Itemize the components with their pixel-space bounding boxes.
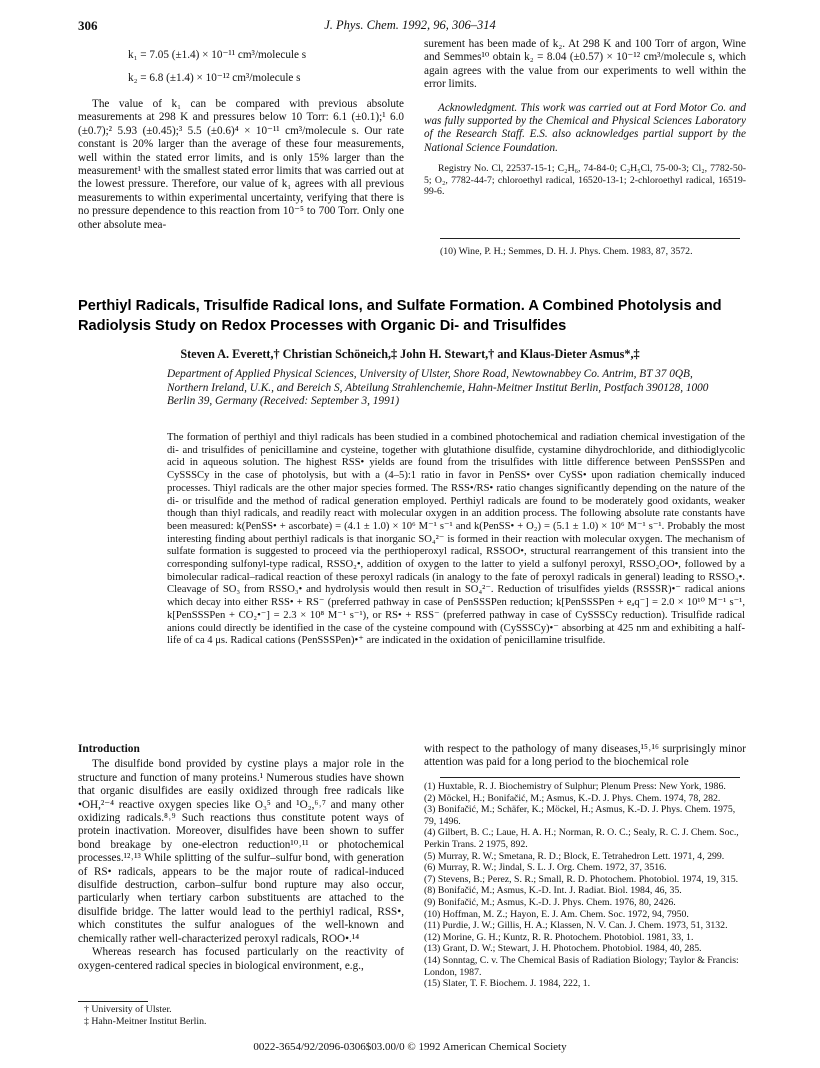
- journal-header: J. Phys. Chem. 1992, 96, 306–314: [324, 18, 496, 32]
- reference-item: (14) Sonntag, C. v. The Chemical Basis of Radiation Biology; Taylor & Francis: London, 1987.: [424, 954, 739, 978]
- reference-item: (12) Morine, G. H.; Kuntz, R. R. Photochem. Photobiol. 1981, 33, 1.: [424, 931, 694, 943]
- introduction-right-paragraph: with respect to the pathology of many diseases,¹⁵˒¹⁶ surprisingly minor attention was paid for a long period to the biochemical role: [424, 743, 746, 769]
- reference-item: (9) Bonifačić, M.; Asmus, K.-D. J. Phys. Chem. 1976, 80, 2426.: [424, 896, 676, 908]
- authors: Steven A. Everett,† Christian Schöneich,‡ John H. Stewart,† and Klaus-Dieter Asmus*,‡: [180, 347, 640, 361]
- reference-item: (1) Huxtable, R. J. Biochemistry of Sulphur; Plenum Press: New York, 1986.: [424, 781, 726, 792]
- reference-item: (3) Bonifačić, M.; Schäfer, K.; Möckel, H.; Asmus, K.-D. J. Phys. Chem. 1975, 79, 1496.: [424, 804, 736, 827]
- reference-item: (4) Gilbert, B. C.; Laue, H. A. H.; Norman, R. O. C.; Sealy, R. C. J. Chem. Soc., Perkin Trans. 2 1975, 892.: [424, 827, 739, 850]
- reference-item: (8) Bonifačić, M.; Asmus, K.-D. Int. J. Radiat. Biol. 1984, 46, 35.: [424, 885, 682, 897]
- reference-item: (6) Murray, R. W.; Jindal, S. L. J. Org. Chem. 1972, 37, 3516.: [424, 862, 667, 874]
- reference-item: (13) Grant, D. W.; Stewart, J. H. Photochem. Photobiol. 1984, 40, 285.: [424, 943, 702, 955]
- introduction-heading: Introduction: [78, 743, 140, 755]
- affiliation: Department of Applied Physical Sciences, University of Ulster, Shore Road, Newtownabbey Co. Antrim, BT 37 0QB, Northern Ireland, U.K., and Bereich S, Abteilung Strahlenchemie, Hahn-Meitner Institut Berlin, Postfach 390128, 1000 Berlin 39, Germany (Received: September 3, 1991): [167, 368, 709, 408]
- reference-item: (7) Stevens, B.; Perez, S. R.; Small, R. D. Photochem. Photobiol. 1974, 19, 315.: [424, 873, 739, 885]
- reference-divider: [440, 238, 740, 239]
- equation-k2: k₂ = 6.8 (±1.4) × 10⁻¹² cm³/molecule s: [128, 72, 301, 84]
- references-divider: [440, 777, 740, 778]
- abstract: The formation of perthiyl and thiyl radicals has been studied in a combined photochemical and radiation chemical investigation of the di- and trisulfides of penicillamine and cysteine, together with glutathione disulfide, cystamine dihydrochloride, and dithiodiglycolic acid in aqueous solution. The highest RSS• yields are found from the trisulfides with little difference between PenSSSPen and CySSSCy in the case of photolysis, but with a (4–5):1 ratio in favor in PenSS• over CySS• upon radiation chemically induced processes. Thiyl radicals are the other major species formed. The RSS•/RS• ratio changes significantly depending on the nature of the di- or trisulfide and the method of radical generation employed. Perthiyl radicals are found to be moderately good oxidants, weaker though than thiyl radicals, and readily react with molecular oxygen in an addition process. The following absolute rate constants have been measured: k(PenSS• + ascorbate) = (4.1 ± 1.0) × 10⁶ M⁻¹ s⁻¹ and k(PenSS• + O₂) = (5.1 ± 1.0) × 10⁶ M⁻¹ s⁻¹. Probably the most interesting finding about perthiyl radicals is that inorganic SO₄²⁻ is formed in their reaction with molecular oxygen. The mechanism of sulfate formation is suggested to proceed via the perthioperoxyl radical, RSSOO•, structural rearrangement of this transient into the corresponding sulfonyl-type radical, RSSO₂•, addition of oxygen to the latter to yield a sulfonyl peroxyl, RSSO₂OO•, followed by a bimolecular radical–radical reaction of these peroxyl radicals (in analogy to the fate of peroxyl radicals in general) leading to RSSO₃•. Cleavage of SO₃ from RSSO₃• and hydrolysis would then result in SO₄²⁻. Reduction of trisulfides yields (RSSSR)•⁻ radical anions which decay into either RSS• + RS⁻ (preferred pathway in case of PenSSSPen reduction; k[PenSSSPen + eₐq⁻] = 2.0 × 10¹⁰ M⁻¹ s⁻¹, k[PenSSSPen + CO₂•⁻] = 2.3 × 10⁸ M⁻¹ s⁻¹), or RS• + RSS⁻ (preferred pathway in case of CySSSCy reduction). Trisulfide radical anions could directly be identified in the case of the cysteine compound with (CySSSCy)•⁻ absorbing at 425 nm and exhibiting a half-life of ca 4 μs. Radical cations (PenSSSPen)•⁺ are indicated in the oxidation of penicillamine trisulfide.: [167, 432, 745, 647]
- footnote-ulster: † University of Ulster.: [84, 1004, 172, 1015]
- paragraph-rate-comparison: The value of k₁ can be compared with previous absolute measurements at 298 K and pressures below 10 Torr: 6.1 (±0.1);¹ 6.0 (±0.7);² 5.93 (±0.45);³ 5.5 (±0.6)⁴ × 10⁻¹¹ cm³/molecule s. Our rate constant is 20% larger than the average of these four measurements, well within the stated error limits, and is only 15% larger than the measurement¹ with the smallest stated error limits that was carried out at the lowest pressure. Therefore, our value of k₁ agrees with all previous measurements to within experimental uncertainty, verifying that there is no pressure dependence to this reaction from 10⁻⁵ to 700 Torr. Only one other absolute mea-: [78, 98, 404, 231]
- references-list: [424, 781, 746, 990]
- reference-item: (11) Purdie, J. W.; Gillis, H. A.; Klassen, N. V. Can. J. Chem. 1973, 51, 3132.: [424, 920, 728, 932]
- reference-10-top: (10) Wine, P. H.; Semmes, D. H. J. Phys. Chem. 1983, 87, 3572.: [440, 246, 693, 257]
- footnote-divider: [78, 1001, 148, 1002]
- registry-numbers: Registry No. Cl, 22537-15-1; C₂H₆, 74-84-0; C₂H₅Cl, 75-00-3; Cl₂, 7782-50-5; O₂, 7782-44-7; chloroethyl radical, 16520-13-1; 2-chloroethyl radical, 16519-99-6.: [424, 163, 746, 198]
- introduction-paragraph-1: The disulfide bond provided by cystine plays a major role in the structure and function of many proteins.¹ Numerous studies have shown that organic disulfides are easily oxidized through free radicals like •OH,²⁻⁴ reactive oxygen species like O₃⁵ and ¹O₂,⁶˒⁷ and many other oxidizing radicals.⁸˒⁹ Such reactions thus constitute potent ways of protein inactivation. Moreover, disulfides have been shown to suffer bond breakage by one-electron reduction¹⁰˒¹¹ or photochemical processes.¹²˒¹³ While splitting of the sulfur–sulfur bond, with generation of RS• radicals, appears to be the major route of radical-induced disulfide destruction, carbon–sulfur bond rupture may also occur, particularly when tertiary carbon substituents are attached to the disulfide bridge. The latter would lead to the perthiyl radical, RSS•, which constitutes the sulfur analogues of the well-known and chemically rather well-characterized peroxyl radicals, ROO•.¹⁴: [78, 758, 404, 945]
- acknowledgment: Acknowledgment. This work was carried out at Ford Motor Co. and was fully supported by the Chemical and Physical Sciences Laboratory of the Research Staff. E.S. also acknowledges partial support by the National Science Foundation.: [424, 101, 746, 154]
- reference-item: (15) Slater, T. F. Biochem. J. 1984, 222, 1.: [424, 978, 591, 990]
- introduction-paragraph-2: Whereas research has focused particularly on the reactivity of oxygen-centered radical species in biological environment, e.g.,: [78, 946, 404, 972]
- reference-item: (2) Möckel, H.; Bonifačić, M.; Asmus, K.-D. J. Phys. Chem. 1974, 78, 282.: [424, 792, 721, 804]
- publication-code: 0022-3654/92/2096-0306$03.00/0 © 1992 American Chemical Society: [253, 1041, 567, 1053]
- page-number: 306: [78, 18, 98, 33]
- paragraph-k2-measurement: surement has been made of k₂. At 298 K and 100 Torr of argon, Wine and Semmes¹⁰ obtain k₂ = 8.04 (±0.57) × 10⁻¹² cm³/molecule s, which again agrees with the value from our experiments to well within the error limits.: [424, 38, 746, 91]
- reference-item: (10) Hoffman, M. Z.; Hayon, E. J. Am. Chem. Soc. 1972, 94, 7950.: [424, 908, 689, 920]
- article-title: Perthiyl Radicals, Trisulfide Radical Ions, and Sulfate Formation. A Combined Photolysis and Radiolysis Study on Redox Processes with Organic Di- and Trisulfides: [78, 298, 722, 334]
- equation-k1: k₁ = 7.05 (±1.4) × 10⁻¹¹ cm³/molecule s: [128, 49, 307, 61]
- reference-item: (5) Murray, R. W.; Smetana, R. D.; Block, E. Tetrahedron Lett. 1971, 4, 299.: [424, 850, 725, 862]
- footnote-hmi: ‡ Hahn-Meitner Institut Berlin.: [84, 1016, 207, 1027]
